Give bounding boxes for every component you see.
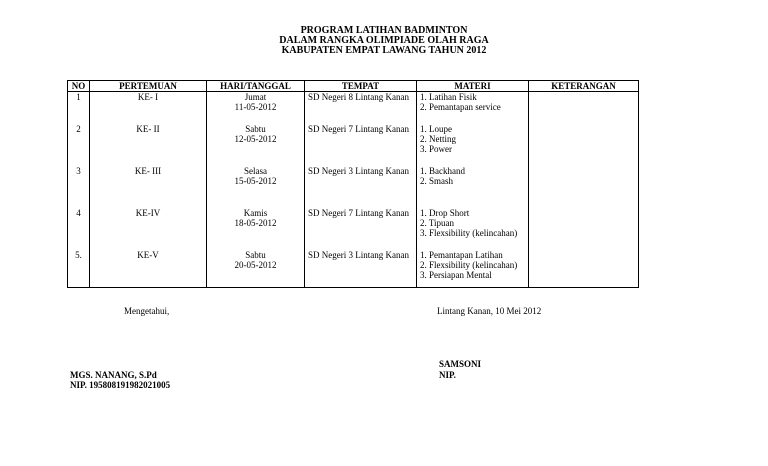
cell-hari: Sabtu [245,249,266,260]
cell-tanggal: 11-05-2012 [234,102,277,112]
title-line-3: KABUPATEN EMPAT LAWANG TAHUN 2012 [281,45,487,56]
materi-item: 2. Netting [420,133,456,144]
materi-item: 1. Latihan Fisik [420,92,477,102]
cell-pertemuan: KE- III [90,166,207,208]
cell-tanggal: 15-05-2012 [234,175,277,186]
cell-materi [417,92,529,124]
cell-pertemuan: KE- I [90,92,207,124]
cell-pertemuan: KE- II [90,124,207,166]
document-title [0,26,768,56]
cell-hari-tanggal [207,208,305,250]
materi-item: 1. Drop Short [420,207,470,218]
mengetahui-label: Mengetahui, [124,306,170,316]
table-row [68,92,639,124]
cell-hari-tanggal [207,124,305,166]
title-line-1: PROGRAM LATIHAN BADMINTON [300,25,468,36]
cell-hari-tanggal [207,166,305,208]
left-signer-name: MGS. NANANG, S.Pd [70,370,157,380]
cell-hari-tanggal [207,92,305,124]
cell-materi [417,124,529,166]
header-pertemuan: PERTEMUAN [90,81,207,92]
table-row [68,250,639,288]
cell-keterangan [529,124,639,166]
materi-item: 1. Pemantapan Latihan [420,249,503,260]
right-signer-name: SAMSONI [439,359,482,369]
cell-no: 2 [68,124,90,166]
left-signer-nip: NIP. 195808191982021005 [70,380,171,390]
materi-item: 3. Flexsibility (kelincahan) [420,227,518,238]
materi-item: 2. Flexsibility (kelincahan) [420,259,518,270]
header-no: NO [68,81,90,92]
cell-hari: Selasa [244,165,267,176]
header-materi: MATERI [417,81,529,92]
cell-tanggal: 20-05-2012 [234,259,277,270]
header-tempat: TEMPAT [305,81,417,92]
cell-hari: Sabtu [245,123,266,134]
cell-tempat: SD Negeri 3 Lintang Kanan [305,166,417,208]
cell-materi [417,166,529,208]
materi-item: 1. Backhand [420,165,465,176]
cell-no: 1 [68,92,90,124]
cell-no: 4 [68,208,90,250]
cell-keterangan [529,92,639,124]
cell-no: 3 [68,166,90,208]
cell-hari: Kamis [243,207,268,218]
materi-item: 3. Power [420,143,452,154]
cell-hari-tanggal [207,250,305,288]
cell-tanggal: 12-05-2012 [234,133,277,144]
cell-tempat: SD Negeri 3 Lintang Kanan [305,250,417,288]
materi-item: 2. Pemantapan service [420,102,501,112]
table-row [68,124,639,166]
table-row [68,208,639,250]
cell-pertemuan: KE-IV [90,208,207,250]
cell-pertemuan: KE-V [90,250,207,288]
materi-item: 2. Smash [420,175,454,186]
cell-tanggal: 18-05-2012 [234,217,277,228]
cell-no: 5. [68,250,90,288]
place-date: Lintang Kanan, 10 Mei 2012 [437,306,542,316]
right-signer-nip: NIP. [439,370,456,380]
materi-item: 3. Persiapan Mental [420,269,492,280]
header-keterangan: KETERANGAN [529,81,639,92]
schedule-table [67,80,639,288]
cell-hari: Jumat [244,92,267,102]
materi-item: 2. Tipuan [420,217,455,228]
cell-keterangan [529,208,639,250]
cell-materi [417,208,529,250]
cell-materi [417,250,529,288]
title-line-2: DALAM RANGKA OLIMPIADE OLAH RAGA [279,35,489,46]
table-header-row [68,81,639,92]
table-row [68,166,639,208]
cell-tempat: SD Negeri 7 Lintang Kanan [305,124,417,166]
header-hari-tanggal: HARI/TANGGAL [207,81,305,92]
cell-tempat: SD Negeri 8 Lintang Kanan [305,92,417,124]
cell-keterangan [529,166,639,208]
materi-item: 1. Loupe [420,123,452,134]
cell-tempat: SD Negeri 7 Lintang Kanan [305,208,417,250]
cell-keterangan [529,250,639,288]
